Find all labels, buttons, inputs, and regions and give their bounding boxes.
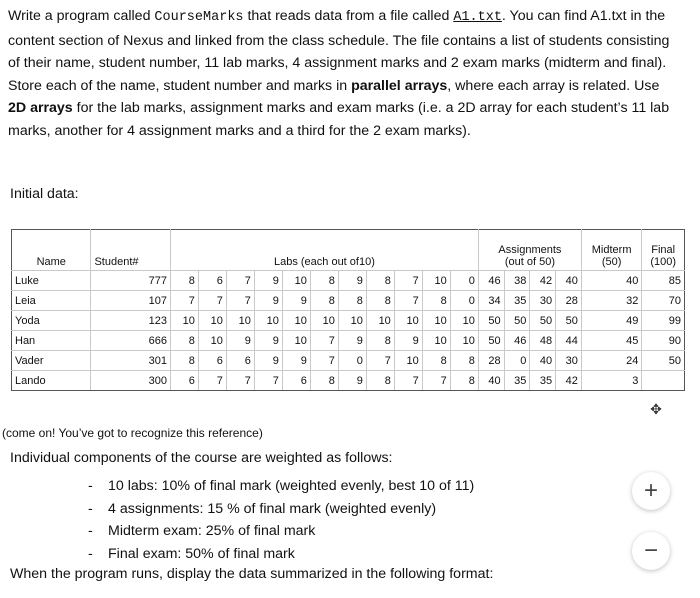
midterm-mark-cell: 3 xyxy=(581,371,641,391)
table-row xyxy=(12,331,685,351)
midterm-mark-cell: 49 xyxy=(581,311,641,331)
assignment-mark-cell: 44 xyxy=(556,331,582,351)
final-mark-cell xyxy=(642,371,685,391)
lab-mark-cell: 8 xyxy=(170,271,198,291)
assignment-mark-cell: 50 xyxy=(504,311,530,331)
student-number-cell: 107 xyxy=(91,291,170,311)
assignment-mark-cell: 0 xyxy=(504,351,530,371)
assignment-mark-cell: 50 xyxy=(478,331,504,351)
student-name-cell: Lando xyxy=(12,371,91,391)
class-name: CourseMarks xyxy=(154,10,244,25)
lab-mark-cell: 0 xyxy=(338,351,366,371)
final-mark-cell: 99 xyxy=(642,311,685,331)
lab-mark-cell: 7 xyxy=(422,371,450,391)
lab-mark-cell: 10 xyxy=(394,351,422,371)
header-name: Name xyxy=(12,230,91,271)
assignment-mark-cell: 35 xyxy=(530,371,556,391)
lab-mark-cell: 6 xyxy=(198,351,226,371)
assignment-mark-cell: 42 xyxy=(530,271,556,291)
assignment-mark-cell: 35 xyxy=(504,291,530,311)
lab-mark-cell: 10 xyxy=(366,311,394,331)
bold-parallel-arrays: parallel arrays xyxy=(351,77,448,94)
lab-mark-cell: 8 xyxy=(310,371,338,391)
final-mark-cell: 50 xyxy=(642,351,685,371)
lab-mark-cell: 8 xyxy=(170,331,198,351)
lab-mark-cell: 7 xyxy=(170,291,198,311)
lab-mark-cell: 7 xyxy=(310,351,338,371)
lab-mark-cell: 10 xyxy=(310,311,338,331)
assignment-mark-cell: 28 xyxy=(556,291,582,311)
lab-mark-cell: 10 xyxy=(394,311,422,331)
lab-mark-cell: 7 xyxy=(394,271,422,291)
midterm-mark-cell: 24 xyxy=(581,351,641,371)
lab-mark-cell: 7 xyxy=(366,351,394,371)
table-row xyxy=(12,291,685,311)
final-mark-cell: 85 xyxy=(642,271,685,291)
lab-mark-cell: 10 xyxy=(198,311,226,331)
problem-description: Write a program called CourseMarks that reads data from a file called A1.txt. You can find A1.txt in the content section of Nexus and linked from the class schedule. The file contains a list of students consisting of their name, student number, 11 lab marks, 4 assignment marks and 2 exam marks (midterm and final). Store each of the name, student number and marks in parallel arrays, where each array is related. Use 2D arrays for the lab marks, assignment marks and exam marks (i.e. a 2D array for each student’s 11 lab marks, another for 4 assignment marks and a third for the 2 exam marks). xyxy=(8,8,670,139)
student-name-cell: Leia xyxy=(12,291,91,311)
assignment-mark-cell: 35 xyxy=(504,371,530,391)
lab-mark-cell: 7 xyxy=(226,271,254,291)
lab-mark-cell: 10 xyxy=(422,331,450,351)
midterm-mark-cell: 32 xyxy=(581,291,641,311)
lab-mark-cell: 8 xyxy=(422,291,450,311)
lab-mark-cell: 10 xyxy=(450,311,478,331)
assignment-mark-cell: 42 xyxy=(556,371,582,391)
lab-mark-cell: 10 xyxy=(450,331,478,351)
marks-table xyxy=(11,229,685,391)
table-row xyxy=(12,371,685,391)
closing-instruction: When the program runs, display the data summarized in the following format: xyxy=(10,566,494,582)
zoom-in-button[interactable]: + xyxy=(632,472,670,510)
midterm-mark-cell: 40 xyxy=(581,271,641,291)
lab-mark-cell: 9 xyxy=(338,331,366,351)
lab-mark-cell: 8 xyxy=(450,351,478,371)
lab-mark-cell: 8 xyxy=(338,291,366,311)
lab-mark-cell: 0 xyxy=(450,271,478,291)
lab-mark-cell: 8 xyxy=(366,291,394,311)
student-name-cell: Vader xyxy=(12,351,91,371)
lab-mark-cell: 10 xyxy=(282,271,310,291)
lab-mark-cell: 6 xyxy=(226,351,254,371)
lab-mark-cell: 6 xyxy=(170,371,198,391)
table-row xyxy=(12,351,685,371)
weights-list xyxy=(88,475,474,565)
student-name-cell: Luke xyxy=(12,271,91,291)
lab-mark-cell: 10 xyxy=(422,311,450,331)
weight-item-midterm: - Midterm exam: 25% of final mark xyxy=(88,520,474,543)
lab-mark-cell: 7 xyxy=(226,371,254,391)
table-row xyxy=(12,271,685,291)
header-student: Student# xyxy=(91,230,170,271)
weight-item-final: - Final exam: 50% of final mark xyxy=(88,543,474,566)
lab-mark-cell: 7 xyxy=(394,371,422,391)
assignment-mark-cell: 28 xyxy=(478,351,504,371)
lab-mark-cell: 0 xyxy=(450,291,478,311)
zoom-out-button[interactable]: − xyxy=(632,532,670,570)
student-name-cell: Han xyxy=(12,331,91,351)
assignment-mark-cell: 50 xyxy=(478,311,504,331)
midterm-mark-cell: 45 xyxy=(581,331,641,351)
header-midterm: Midterm (50) xyxy=(581,230,641,271)
lab-mark-cell: 10 xyxy=(198,331,226,351)
lab-mark-cell: 10 xyxy=(282,331,310,351)
lab-mark-cell: 9 xyxy=(338,371,366,391)
student-number-cell: 666 xyxy=(91,331,170,351)
lab-mark-cell: 8 xyxy=(450,371,478,391)
lab-mark-cell: 9 xyxy=(282,291,310,311)
lab-mark-cell: 9 xyxy=(282,351,310,371)
reference-note: (come on! You’ve got to recognize this reference) xyxy=(2,426,263,440)
lab-mark-cell: 8 xyxy=(366,331,394,351)
weight-item-labs: - 10 labs: 10% of final mark (weighted evenly, best 10 of 11) xyxy=(88,475,474,498)
lab-mark-cell: 8 xyxy=(310,291,338,311)
student-number-cell: 300 xyxy=(91,371,170,391)
lab-mark-cell: 9 xyxy=(254,271,282,291)
lab-mark-cell: 9 xyxy=(394,331,422,351)
assignment-mark-cell: 50 xyxy=(556,311,582,331)
assignment-mark-cell: 46 xyxy=(504,331,530,351)
header-labs: Labs (each out of10) xyxy=(170,230,478,271)
lab-mark-cell: 10 xyxy=(338,311,366,331)
move-icon[interactable]: ✥ xyxy=(650,400,662,417)
lab-mark-cell: 8 xyxy=(366,271,394,291)
lab-mark-cell: 8 xyxy=(422,351,450,371)
student-number-cell: 301 xyxy=(91,351,170,371)
lab-mark-cell: 9 xyxy=(338,271,366,291)
initial-data-heading: Initial data: xyxy=(10,186,79,202)
lab-mark-cell: 6 xyxy=(282,371,310,391)
lab-mark-cell: 9 xyxy=(254,291,282,311)
assignment-mark-cell: 48 xyxy=(530,331,556,351)
lab-mark-cell: 8 xyxy=(310,271,338,291)
lab-mark-cell: 6 xyxy=(198,271,226,291)
final-mark-cell: 70 xyxy=(642,291,685,311)
lab-mark-cell: 10 xyxy=(422,271,450,291)
assignment-mark-cell: 30 xyxy=(556,351,582,371)
lab-mark-cell: 8 xyxy=(366,371,394,391)
lab-mark-cell: 7 xyxy=(226,291,254,311)
lab-mark-cell: 10 xyxy=(226,311,254,331)
assignment-mark-cell: 40 xyxy=(556,271,582,291)
lab-mark-cell: 8 xyxy=(170,351,198,371)
final-mark-cell: 90 xyxy=(642,331,685,351)
file-name: A1.txt xyxy=(453,10,502,25)
student-number-cell: 123 xyxy=(91,311,170,331)
lab-mark-cell: 10 xyxy=(282,311,310,331)
header-assignments: Assignments (out of 50) xyxy=(478,230,581,271)
marks-table-body xyxy=(12,271,685,391)
assignment-mark-cell: 38 xyxy=(504,271,530,291)
weight-item-assignments: - 4 assignments: 15 % of final mark (weighted evenly) xyxy=(88,498,474,521)
lab-mark-cell: 7 xyxy=(198,371,226,391)
weights-title: Individual components of the course are weighted as follows: xyxy=(10,450,393,466)
assignment-mark-cell: 30 xyxy=(530,291,556,311)
lab-mark-cell: 7 xyxy=(394,291,422,311)
assignment-mark-cell: 34 xyxy=(478,291,504,311)
header-final: Final (100) xyxy=(642,230,685,271)
assignment-mark-cell: 50 xyxy=(530,311,556,331)
lab-mark-cell: 7 xyxy=(198,291,226,311)
lab-mark-cell: 7 xyxy=(254,371,282,391)
lab-mark-cell: 9 xyxy=(254,331,282,351)
lab-mark-cell: 9 xyxy=(226,331,254,351)
assignment-mark-cell: 40 xyxy=(478,371,504,391)
assignment-mark-cell: 40 xyxy=(530,351,556,371)
student-number-cell: 777 xyxy=(91,271,170,291)
lab-mark-cell: 9 xyxy=(254,351,282,371)
table-row xyxy=(12,311,685,331)
lab-mark-cell: 7 xyxy=(310,331,338,351)
assignment-mark-cell: 46 xyxy=(478,271,504,291)
lab-mark-cell: 10 xyxy=(170,311,198,331)
bold-2d-arrays: 2D arrays xyxy=(8,100,73,116)
lab-mark-cell: 10 xyxy=(254,311,282,331)
student-name-cell: Yoda xyxy=(12,311,91,331)
